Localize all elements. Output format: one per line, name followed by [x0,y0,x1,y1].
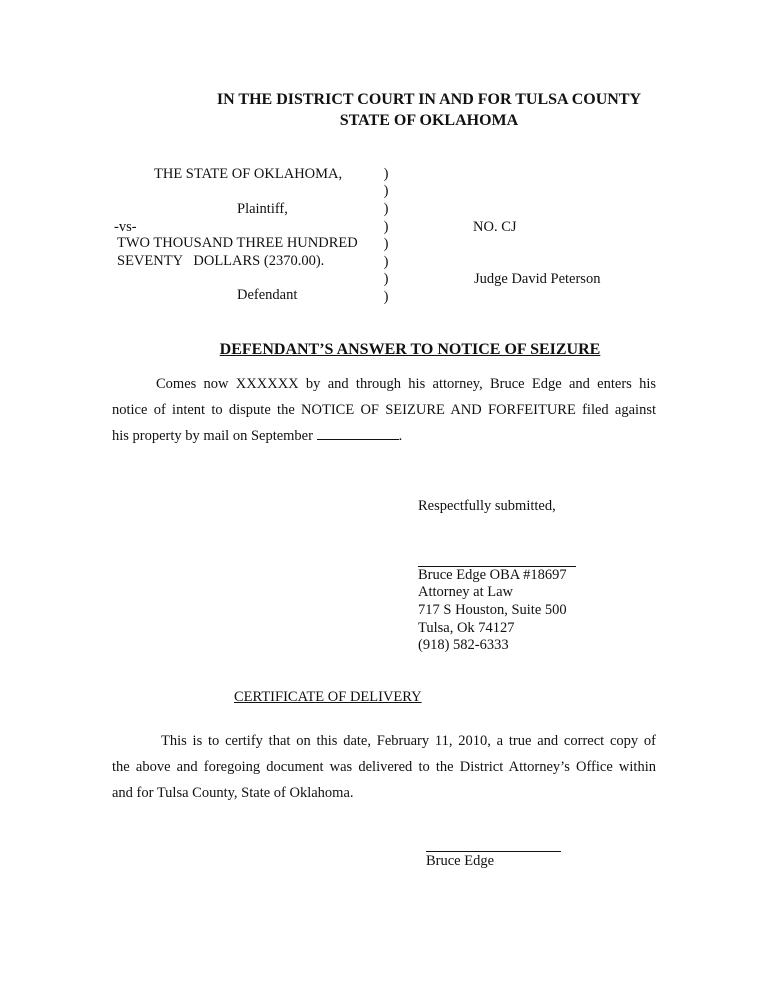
defendant-name-line1: TWO THOUSAND THREE HUNDRED [117,235,358,251]
certificate-line: the above and foregoing document was delivered to the District Attorney’s Office within [112,759,656,775]
certificate-line: This is to certify that on this date, February 11, 2010, a true and correct copy of [161,733,656,749]
body-line3-suffix: . [398,428,403,444]
caption-paren: ) [383,271,389,287]
case-number: NO. CJ [473,219,517,235]
defendant-name-line2: SEVENTY DOLLARS (2370.00). [117,253,325,269]
attorney-phone: (918) 582-6333 [418,637,509,653]
attorney-name: Bruce Edge OBA #18697 [418,567,567,583]
plaintiff-label: Plaintiff, [237,201,288,217]
caption-paren: ) [383,201,389,217]
closing-text: Respectfully submitted, [418,498,556,514]
plaintiff-name: THE STATE OF OKLAHOMA, [154,166,343,182]
versus-label: -vs- [114,219,137,235]
body-line: notice of intent to dispute the NOTICE OF SEIZURE AND FORFEITURE filed against [112,402,656,418]
attorney-street: 717 S Houston, Suite 500 [418,602,567,618]
court-heading-line2: STATE OF OKLAHOMA [339,112,519,129]
court-heading-line1: IN THE DISTRICT COURT IN AND FOR TULSA COUNTY [216,91,642,108]
body-line3-text: his property by mail on September [112,428,313,444]
caption-paren: ) [383,219,389,235]
final-signature-line [426,851,561,852]
body-paragraph [112,371,656,449]
attorney-title: Attorney at Law [418,584,514,600]
caption-paren: ) [383,289,389,305]
caption-paren: ) [383,166,389,182]
defendant-label: Defendant [237,287,298,303]
attorney-city: Tulsa, Ok 74127 [418,620,515,636]
certificate-line: and for Tulsa County, State of Oklahoma. [112,785,354,801]
date-blank-line [317,427,399,440]
caption-paren: ) [383,183,389,199]
caption-paren: ) [383,254,389,270]
body-line [112,423,656,449]
judge-name: Judge David Peterson [474,271,601,287]
document-title: DEFENDANT’S ANSWER TO NOTICE OF SEIZURE [219,341,601,358]
body-line: Comes now XXXXXX by and through his attorney, Bruce Edge and enters his [156,376,656,392]
certificate-paragraph [112,728,656,806]
caption-paren: ) [383,236,389,252]
final-signature-name: Bruce Edge [426,853,495,869]
certificate-heading: CERTIFICATE OF DELIVERY [234,689,422,705]
